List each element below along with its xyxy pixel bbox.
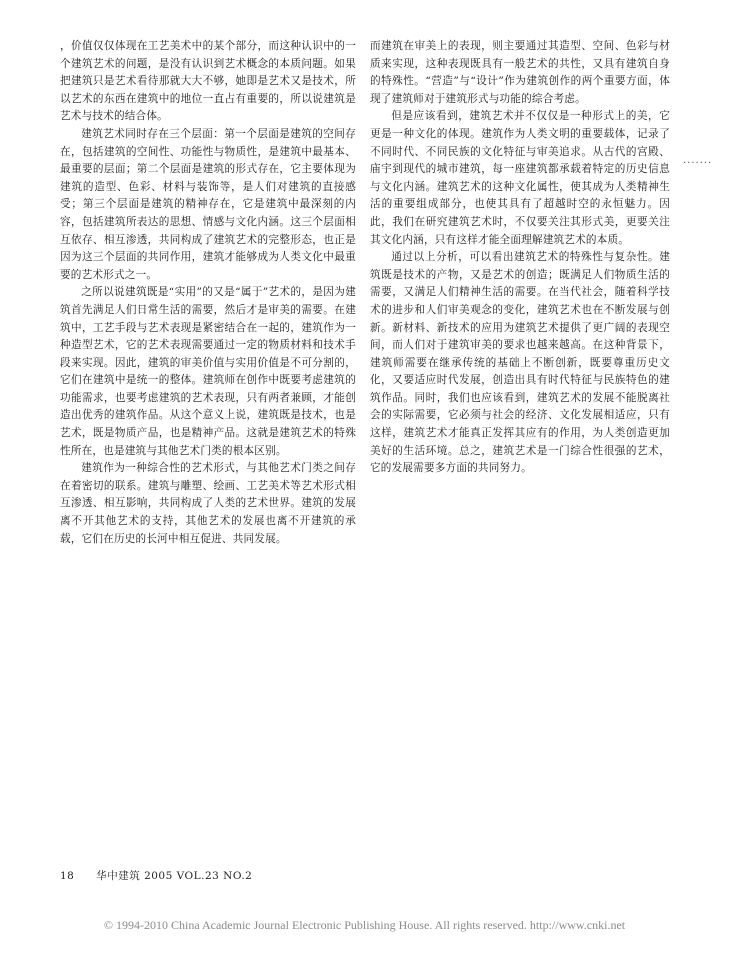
margin-mark: ·······	[683, 158, 713, 169]
page-number: 18	[60, 870, 75, 882]
body-paragraph: 建筑作为一种综合性的艺术形式，与其他艺术门类之间存在着密切的联系。建筑与雕塑、绘画、工艺美术等艺术形式相互渗透、相互影响，共同构成了人类的艺术世界。建筑的发展离不开其他艺术的支持，其他艺术的发展也离不开建筑的承载，它们在历史的长河中相互促进、共同发展。	[60, 462, 356, 545]
body-paragraph: 通过以上分析，可以看出建筑艺术的特殊性与复杂性。建筑既是技术的产物，又是艺术的创造；既满足人们物质生活的需要，又满足人们精神生活的需要。在当代社会，随着科学技术的进步和人们审美观念的变化，建筑艺术也在不断发展与创新。新材料、新技术的应用为建筑艺术提供了更广阔的表现空间，而人们对于建筑审美的要求也越来越高。在这种背景下，建筑师需要在继承传统的基础上不断创新，既要尊重历史文化，又要适应时代发展，创造出具有时代特征与民族特色的建筑作品。同时，我们也应该看到，建筑艺术的发展不能脱离社会的实际需要，它必须与社会的经济、文化发展相适应，只有这样，建筑艺术才能真正发挥其应有的作用，为人类创造更加美好的生活环境。总之，建筑艺术是一门综合性很强的艺术，它的发展需要多方面的共同努力。	[370, 251, 670, 475]
journal-issue: 2005 VOL.23 NO.2	[144, 870, 253, 882]
body-paragraph: 但是应该看到，建筑艺术并不仅仅是一种形式上的美，它更是一种文化的体现。建筑作为人类文明的重要载体，记录了不同时代、不同民族的文化特征与审美追求。从古代的宫殿、庙宇到现代的城市建筑，每一座建筑都承载着特定的历史信息与文化内涵。建筑艺术的这种文化属性，使其成为人类精神生活的重要组成部分，也使其具有了超越时空的永恒魅力。因此，我们在研究建筑艺术时，不仅要关注其形式美，更要关注其文化内涵，只有这样才能全面理解建筑艺术的本质。	[370, 110, 670, 246]
left-text-column	[60, 38, 356, 548]
body-paragraph: ，价值仅仅体现在工艺美术中的某个部分，而这种认识中的一个建筑艺术的问题，是没有认识到艺术概念的本质问题。如果把建筑只是艺术看待那就大大不够，她即是艺术又是技术，所以艺术的东西在建筑中的地位一直占有重要的，所以说建筑是艺术与技术的结合体。	[60, 40, 356, 123]
copyright-notice: © 1994-2010 China Academic Journal Electronic Publishing House. All rights reserved. http://www.cnki.net	[103, 918, 626, 932]
journal-name: 华中建筑	[96, 870, 141, 882]
body-paragraph: 而建筑在审美上的表现，则主要通过其造型、空间、色彩与材质来实现，这种表现既具有一般艺术的共性，又具有建筑自身的特殊性。“营造”与“设计”作为建筑创作的两个重要方面，体现了建筑师对于建筑形式与功能的综合考虑。	[370, 40, 670, 105]
body-paragraph: 之所以说建筑既是“实用”的又是“属于”艺术的，是因为建筑首先满足人们日常生活的需要，然后才是审美的需要。在建筑中，工艺手段与艺术表现是紧密结合在一起的，建筑作为一种造型艺术，它的艺术表现需要通过一定的物质材料和技术手段来实现。因此，建筑的审美价值与实用价值是不可分割的，它们在建筑中是统一的整体。建筑师在创作中既要考虑建筑的功能需求，也要考虑建筑的艺术表现，只有两者兼顾，才能创造出优秀的建筑作品。从这个意义上说，建筑既是技术，也是艺术，既是物质产品，也是精神产品。这就是建筑艺术的特殊性所在，也是建筑与其他艺术门类的根本区别。	[60, 286, 356, 457]
body-paragraph: 建筑艺术同时存在三个层面：第一个层面是建筑的空间存在，包括建筑的空间性、功能性与物质性，是建筑中最基本、最重要的层面；第二个层面是建筑的形式存在，它主要体现为建筑的造型、色彩、材料与装饰等，是人们对建筑的直接感受；第三个层面是建筑的精神存在，它是建筑中最深刻的内容，包括建筑所表达的思想、情感与文化内涵。这三个层面相互依存、相互渗透，共同构成了建筑艺术的完整形态，也正是因为这三个层面的共同作用，建筑才能够成为人类文化中最重要的艺术形式之一。	[60, 127, 356, 281]
page-footer	[60, 868, 360, 883]
right-text-column	[370, 38, 670, 478]
